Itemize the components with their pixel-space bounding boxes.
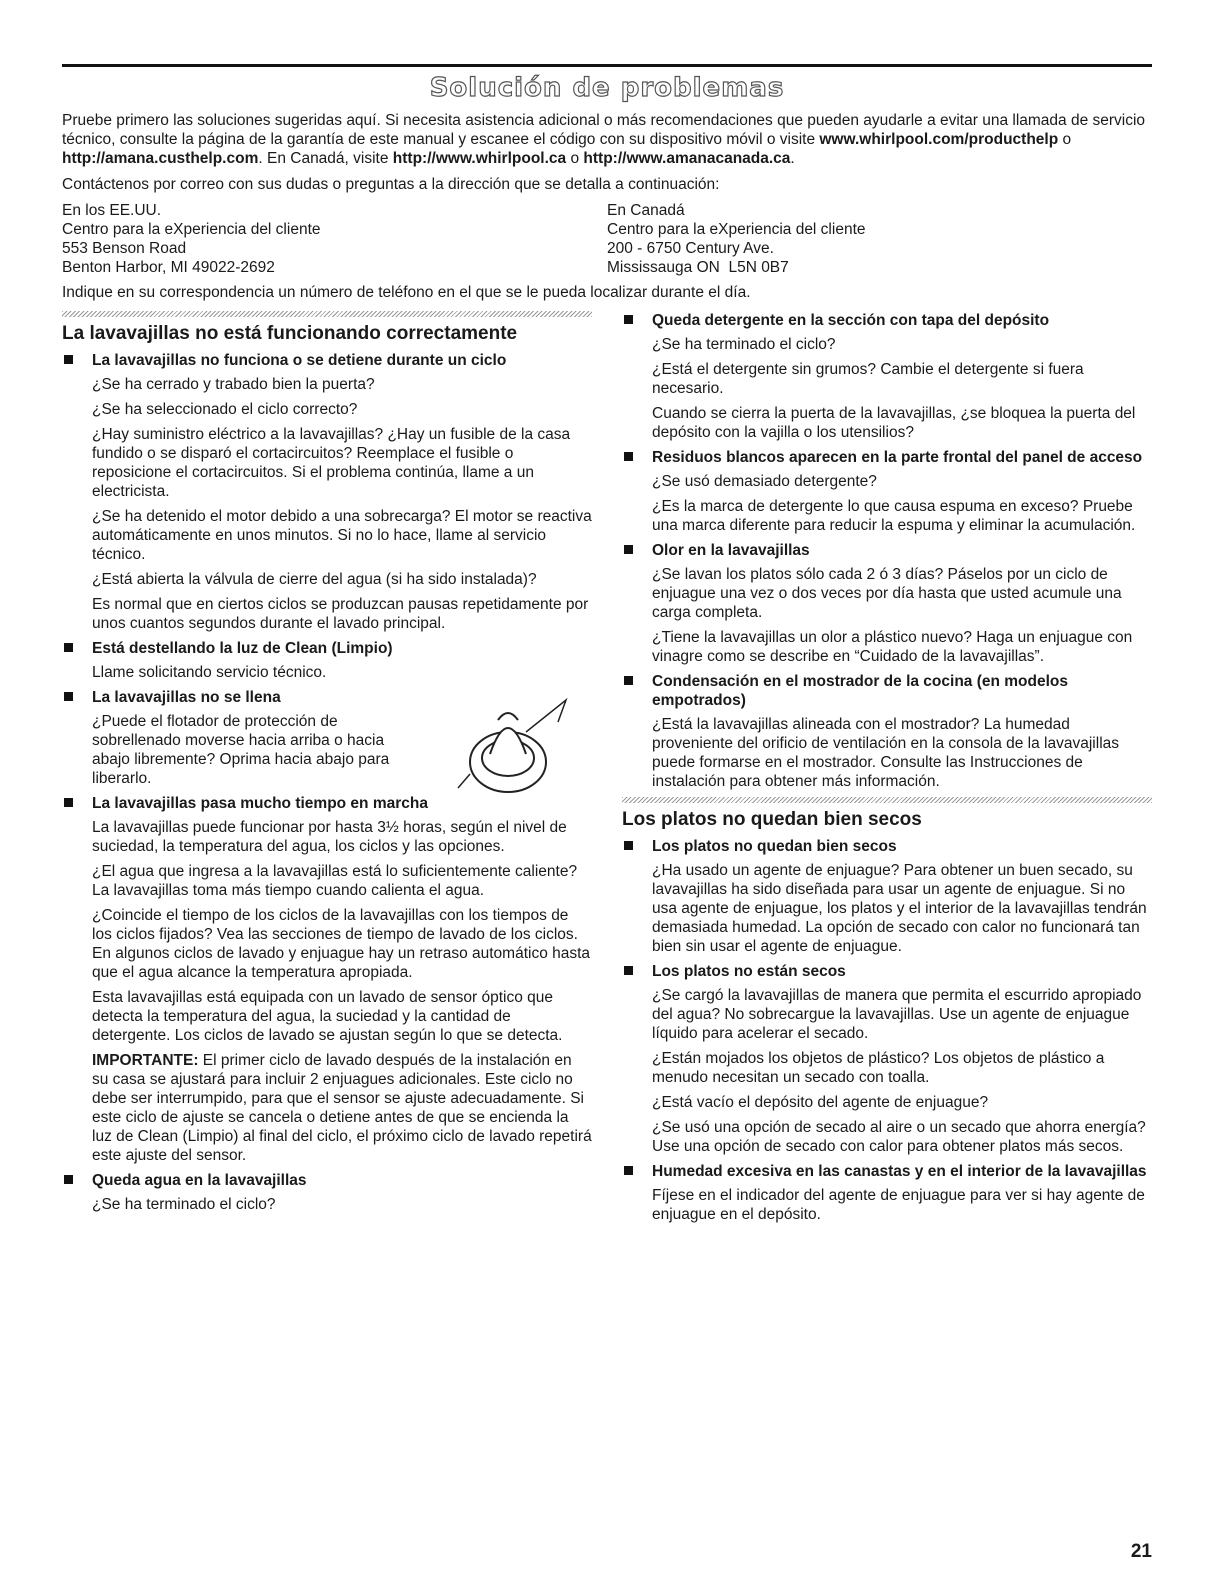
address-us: En los EE.UU. Centro para la eXperiencia del cliente 553 Benson Road Benton Harbor, MI 49022-2692 — [62, 202, 321, 276]
issue-detergent-remains: Queda detergente en la sección con tapa del depósito ¿Se ha terminado el ciclo? ¿Está el detergente sin grumos? Cambie el detergente si fuera necesario. Cuando se cierra la puerta de la lavavajillas, ¿se bloquea la puerta del depósito con la vajilla o los utensilios? — [622, 311, 1152, 442]
bullet-icon — [624, 676, 633, 685]
issue-water-remains: Queda agua en la lavavajillas ¿Se ha terminado el ciclo? — [62, 1171, 592, 1214]
issue-dishes-not-dry-well: Los platos no quedan bien secos ¿Ha usado un agente de enjuague? Para obtener un buen secado, su lavavajillas ha sido diseñada para usar un agente de enjuague. Si no usa agente de enjuague, los platos y el interior de la lavavajillas tendrán demasiada humedad. La opción de secado con calor no funcionará tan bien sin usar el agente de enjuague. — [622, 837, 1152, 956]
issue-odor: Olor en la lavavajillas ¿Se lavan los platos sólo cada 2 ó 3 días? Páselos por un ciclo de enjuague una vez o dos veces por día hasta que usted acumule una carga completa. ¿Tiene la lavavajillas un olor a plástico nuevo? Haga un enjuague con vinagre como se describe en “Cuidado de la lavavajillas”. — [622, 541, 1152, 666]
issue-runs-too-long: La lavavajillas pasa mucho tiempo en marcha La lavavajillas puede funcionar por hasta 3½ horas, según el nivel de suciedad, la temperatura del agua, los ciclos y las opciones. ¿El agua que ingresa a la lavavajillas está lo suficientemente caliente? La lavavajillas toma más tiempo cuando calienta el agua. ¿Coincide el tiempo de los ciclos de la lavavajillas con los tiempos de los ciclos fijados? Vea las secciones de tiempo de lavado de los ciclos. En algunos ciclos de lavado y enjuague hay un retraso automático hasta que el agua alcance la temperatura apropiada. Esta lavavajillas está equipada con un lavado de sensor óptico que detecta la temperatura del agua, la suciedad y la cantidad de detergente. Los ciclos de lavado se ajustan según lo que se detecta. IMPORTANTE: El primer ciclo de lavado después de la instalación en su casa se ajustará para incluir 2 enjuagues adicionales. Este ciclo no debe ser interrumpido, para que el sensor se ajuste adecuadamente. Si este ciclo de ajuste se cancela o detiene antes de que se encienda la luz de Clean (Limpio) al final del ciclo, el próximo ciclo de lavado repetirá este ajuste del sensor. — [62, 794, 592, 1165]
bullet-icon — [624, 545, 633, 554]
bullet-icon — [64, 1175, 73, 1184]
section-divider — [62, 311, 592, 317]
issue-condensation: Condensación en el mostrador de la cocina (en modelos empotrados) ¿Está la lavavajillas alineada con el mostrador? La humedad proveniente del orificio de ventilación en la consola de la lavavajillas puede formarse en el mostrador. Consulte las Instrucciones de instalación para obtener más información. — [622, 672, 1152, 791]
issue-stops-during-cycle: La lavavajillas no funciona o se detiene durante un ciclo ¿Se ha cerrado y trabado bien la puerta? ¿Se ha seleccionado el ciclo correcto? ¿Hay suministro eléctrico a la lavavajillas? ¿Hay un fusible de la casa fundido o se disparó el cortacircuitos? Reemplace el fusible o reposicione el cortacircuitos. Si el problema continúa, llame a un electricista. ¿Se ha detenido el motor debido a una sobrecarga? El motor se reactiva automáticamente en unos minutos. Si no lo hace, llame al servicio técnico. ¿Está abierta la válvula de cierre del agua (si ha sido instalada)? Es normal que en ciertos ciclos se produzcan pausas repetidamente por unos cuantos segundos durante el lavado principal. — [62, 351, 592, 633]
section-title-not-working: La lavavajillas no está funcionando correctamente — [62, 323, 518, 344]
issue-white-residue: Residuos blancos aparecen en la parte frontal del panel de acceso ¿Se usó demasiado detergente? ¿Es la marca de detergente lo que causa espuma en exceso? Pruebe una marca diferente para reducir la espuma y eliminar la acumulación. — [622, 448, 1152, 535]
bullet-icon — [64, 692, 73, 701]
section-title-not-dry: Los platos no quedan bien secos — [622, 809, 922, 830]
bullet-icon — [624, 315, 633, 324]
link-amanacanada[interactable]: http://www.amanacanada.ca — [583, 150, 791, 167]
bullet-icon — [64, 355, 73, 364]
issue-dishes-not-dry: Los platos no están secos ¿Se cargó la lavavajillas de manera que permita el escurrido apropiado del agua? No sobrecargue la lavavajillas. Use un agente de enjuague líquido para acelerar el secado. ¿Están mojados los objetos de plástico? Los objetos de plástico a menudo necesitan un secado con toalla. ¿Está vacío el depósito del agente de enjuague? ¿Se usó una opción de secado al aire o un secado que ahorra energía? Use una opción de secado con calor para obtener platos más secos. — [622, 962, 1152, 1156]
page — [62, 64, 1152, 1230]
section-divider — [622, 797, 1152, 803]
addresses — [62, 201, 1152, 277]
right-column — [622, 309, 1152, 1230]
issue-does-not-fill: La lavavajillas no se llena ¿Puede el flotador de protección de sobrellenado moverse hacia arriba o hacia abajo libremente? Oprima hacia abajo para liberarlo. — [62, 688, 592, 788]
bullet-icon — [64, 643, 73, 652]
top-rule — [62, 64, 1152, 67]
page-title: Solución de problemas — [429, 73, 785, 103]
link-whirlpool-producthelp[interactable]: www.whirlpool.com/producthelp — [819, 131, 1059, 148]
link-amana-custhelp[interactable]: http://amana.custhelp.com — [62, 150, 259, 167]
content-columns — [62, 309, 1152, 1230]
left-column — [62, 309, 592, 1230]
issue-clean-light-flashing: Está destellando la luz de Clean (Limpio) Llame solicitando servicio técnico. — [62, 639, 592, 682]
bullet-icon — [624, 966, 633, 975]
intro-paragraph: Pruebe primero las soluciones sugeridas aquí. Si necesita asistencia adicional o más recomendaciones que pueden ayudarle a evitar una llamada de servicio técnico, consulte la página de la garantía de este manual y escanee el código con su dispositivo móvil o visite www.whirlpool.com/producthelp o http://amana.custhelp.com. En Canadá, visite http://www.whirlpool.ca o http://www.amanacanada.ca. — [62, 112, 1146, 167]
contact-paragraph: Contáctenos por correo con sus dudas o preguntas a la dirección que se detalla a continuación: — [62, 176, 720, 193]
issue-excess-moisture: Humedad excesiva en las canastas y en el interior de la lavavajillas Fíjese en el indicador del agente de enjuague para ver si hay agente de enjuague en el depósito. — [622, 1162, 1152, 1224]
page-number: 21 — [1130, 1541, 1152, 1562]
overfill-float-icon — [438, 692, 588, 802]
address-canada: En Canadá Centro para la eXperiencia del cliente 200 - 6750 Century Ave. Mississauga ON L5N 0B7 — [607, 202, 866, 276]
phone-note: Indique en su correspondencia un número de teléfono en el que se le pueda localizar durante el día. — [62, 284, 751, 301]
bullet-icon — [624, 841, 633, 850]
important-note: IMPORTANTE: El primer ciclo de lavado después de la instalación en su casa se ajustará para incluir 2 enjuagues adicionales. Este ciclo no debe ser interrumpido, para que el sensor se ajuste adecuadamente. Si este ciclo de ajuste se cancela o detiene antes de que se encienda la luz de Clean (Limpio) al final del ciclo, el próximo ciclo de lavado repetirá este ajuste del sensor. — [92, 1052, 592, 1164]
bullet-icon — [64, 798, 73, 807]
bullet-icon — [624, 1166, 633, 1175]
intro — [62, 111, 1152, 194]
link-whirlpool-ca[interactable]: http://www.whirlpool.ca — [392, 150, 567, 167]
bullet-icon — [624, 452, 633, 461]
